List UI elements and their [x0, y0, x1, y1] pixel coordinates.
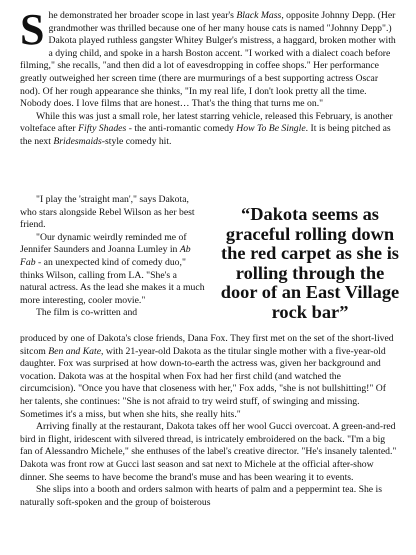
paragraph-7: She slips into a booth and orders salmon with hearts of palm and a peppermint tea. She is naturally soft-spoken and the group of boisterous	[20, 484, 382, 508]
paragraph-2: While this was just a small role, her latest starring vehicle, released this February, is another volteface after Fifty Shades - the anti-romantic comedy How To Be Single. It is being pitched as the next Bridesmaids-style comedy hit.	[20, 110, 393, 147]
article-bottom-column	[20, 333, 398, 509]
article-left-column	[20, 194, 205, 320]
paragraph-6: Arriving finally at the restaurant, Dakota takes off her wool Gucci overcoat. A green-and-red bird in flight, iridescent with silvered thread, is intricately embroidered on the back. "I'm a big fan of Alessandro Michele," she enthuses of the label's creative director. "He's insanely talented." Dakota was front row at Gucci last season and sat next to Michele at the official after-show dinner. She seems to have become the brand's muse and has been wearing it to events.	[20, 421, 397, 483]
paragraph-4: "Our dynamic weirdly reminded me of Jennifer Saunders and Joanna Lumley in Ab Fab - an unexpected kind of comedy duo," thinks Wilson, calling from LA. "She's a natural actress. As the lead she makes it a much more interesting, cooler movie."	[20, 231, 205, 306]
paragraph-5-cont: produced by one of Dakota's close friends, Dana Fox. They first met on the set of the short-lived sitcom Ben and Kate, with 21-year-old Dakota as the titular single mother with a five-year-old daughter. Fox was surprised at how down-to-earth the actress was, given her background and vocation. Dakota was at the hospital when Fox had her first child (and watched the circumcision). "Once you have that closeness with her," Fox adds, "she is not bullshitting!" Of her talents, she continues: "She is not afraid to try weird stuff, of swinging and missing. Sometimes it's a miss, but when she hits, she really hits."	[20, 333, 394, 420]
show-title: Ab Fab	[20, 244, 191, 268]
drop-cap: S	[20, 5, 45, 54]
film-title: Fifty Shades	[78, 123, 127, 135]
film-title: Bridesmaids	[53, 135, 102, 147]
film-title: How To Be Single	[236, 123, 306, 135]
show-title: Ben and Kate	[48, 345, 101, 357]
article-top-column	[20, 5, 398, 149]
film-title: Black Mass	[236, 10, 282, 21]
paragraph-5-start: The film is co-written and	[36, 307, 138, 319]
paragraph-1: She demonstrated her broader scope in last year's Black Mass, opposite Johnny Depp. (Her grandmother was thrilled because one of her many house cats is named "Johnny Depp".) Dakota played ruthless gangster Whitey Bulger's mistress, a haggard, broken mother with a dying child, and spoke in a harsh Boston accent. "I worked with a dialect coach before filming," she recalls, "and then did a lot of eavesdropping in coffee shops." Her performance greatly outweighed her screen time (there are murmurings of a best supporting actress Oscar nod). Of her rough appearance she thinks, "In my real life, I don't look pretty all the time. Nobody does. I love films that are honest… That's the thing that turns me on."	[20, 5, 396, 110]
pull-quote: “Dakota seems as graceful rolling down the red carpet as she is rolling through the door of an East Village rock bar”	[220, 204, 400, 322]
paragraph-3: "I play the 'straight man'," says Dakota, who stars alongside Rebel Wilson as her best friend.	[20, 194, 195, 231]
